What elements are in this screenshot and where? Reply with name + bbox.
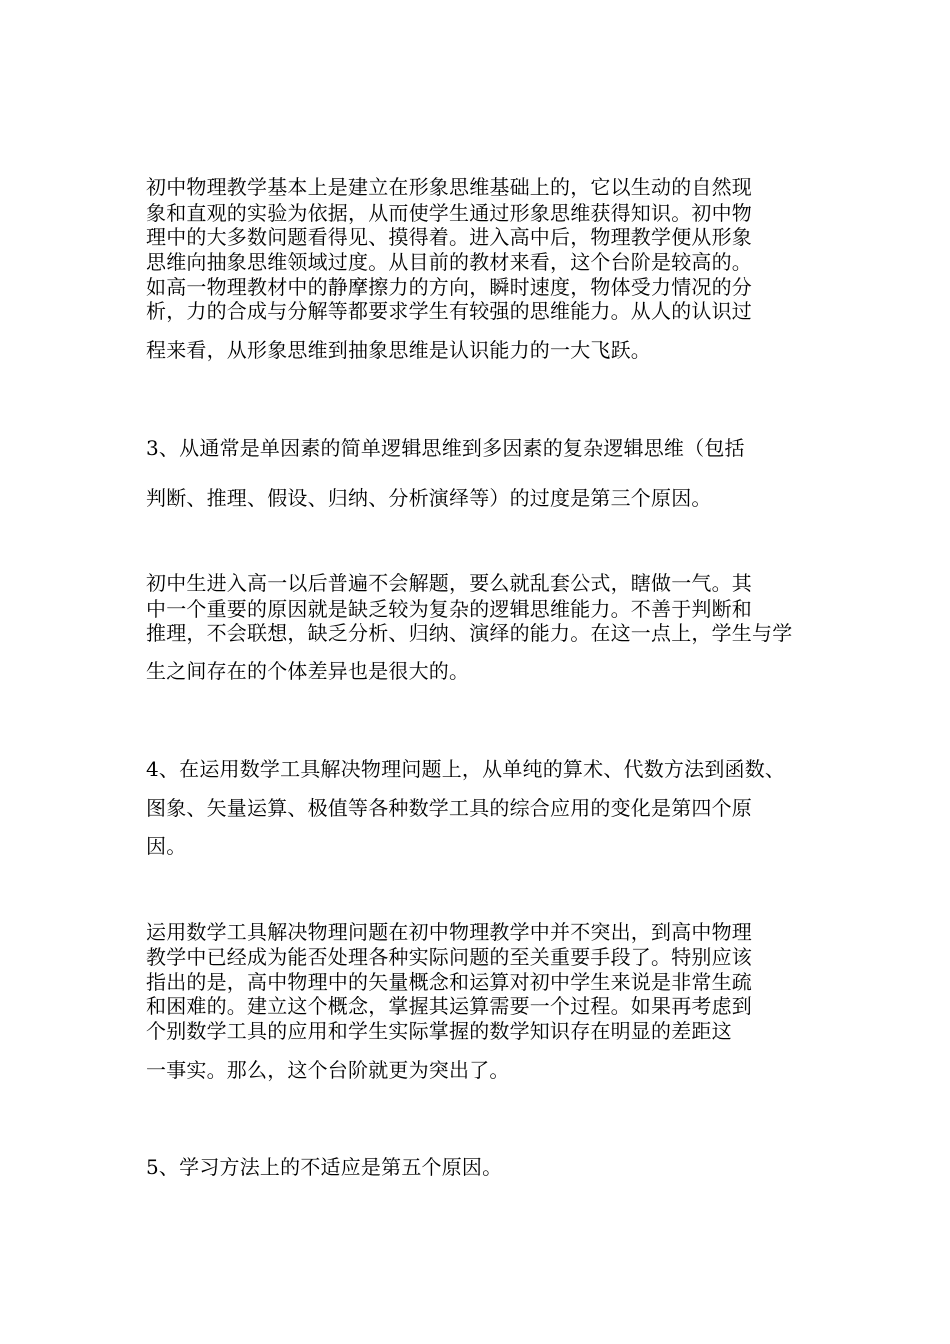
text-line: 初中生进入高一以后普遍不会解题，要么就乱套公式，瞎做一气。其 [146, 571, 752, 595]
text-line: 初中物理教学基本上是建立在形象思维基础上的，它以生动的自然现 [146, 175, 752, 199]
text-line: 4、在运用数学工具解决物理问题上，从单纯的算术、代数方法到函数、 [146, 757, 786, 781]
text-line: 和困难的。建立这个概念，掌握其运算需要一个过程。如果再考虑到 [146, 994, 752, 1018]
text-line: 思维向抽象思维领域过度。从目前的教材来看，这个台阶是较高的。 [146, 250, 752, 274]
text-line: 中一个重要的原因就是缺乏较为复杂的逻辑思维能力。不善于判断和 [146, 597, 752, 621]
text-line: 推理，不会联想，缺乏分析、归纳、演绎的能力。在这一点上，学生与学 [146, 621, 793, 645]
text-line: 象和直观的实验为依据，从而使学生通过形象思维获得知识。初中物 [146, 201, 752, 225]
text-line: 理中的大多数问题看得见、摸得着。进入高中后，物理教学便从形象 [146, 225, 752, 249]
text-line: 运用数学工具解决物理问题在初中物理教学中并不突出，到高中物理 [146, 920, 752, 944]
text-line: 析，力的合成与分解等都要求学生有较强的思维能力。从人的认识过 [146, 299, 752, 323]
text-line: 图象、矢量运算、极值等各种数学工具的综合应用的变化是第四个原 [146, 796, 752, 820]
text-line: 生之间存在的个体差异也是很大的。 [146, 659, 470, 683]
text-line: 5、学习方法上的不适应是第五个原因。 [146, 1155, 503, 1179]
text-line: 指出的是，高中物理中的矢量概念和运算对初中学生来说是非常生疏 [146, 970, 752, 994]
text-line: 一事实。那么，这个台阶就更为突出了。 [146, 1058, 510, 1082]
text-line: 程来看，从形象思维到抽象思维是认识能力的一大飞跃。 [146, 338, 651, 362]
text-line: 3、从通常是单因素的简单逻辑思维到多因素的复杂逻辑思维（包括 [146, 436, 745, 460]
text-line: 教学中已经成为能否处理各种实际问题的至关重要手段了。特别应该 [146, 945, 752, 969]
text-line: 个别数学工具的应用和学生实际掌握的数学知识存在明显的差距这 [146, 1019, 732, 1043]
text-line: 判断、推理、假设、归纳、分析演绎等）的过度是第三个原因。 [146, 486, 712, 510]
text-line: 如高一物理教材中的静摩擦力的方向，瞬时速度，物体受力情况的分 [146, 275, 752, 299]
text-line: 因。 [146, 834, 187, 858]
